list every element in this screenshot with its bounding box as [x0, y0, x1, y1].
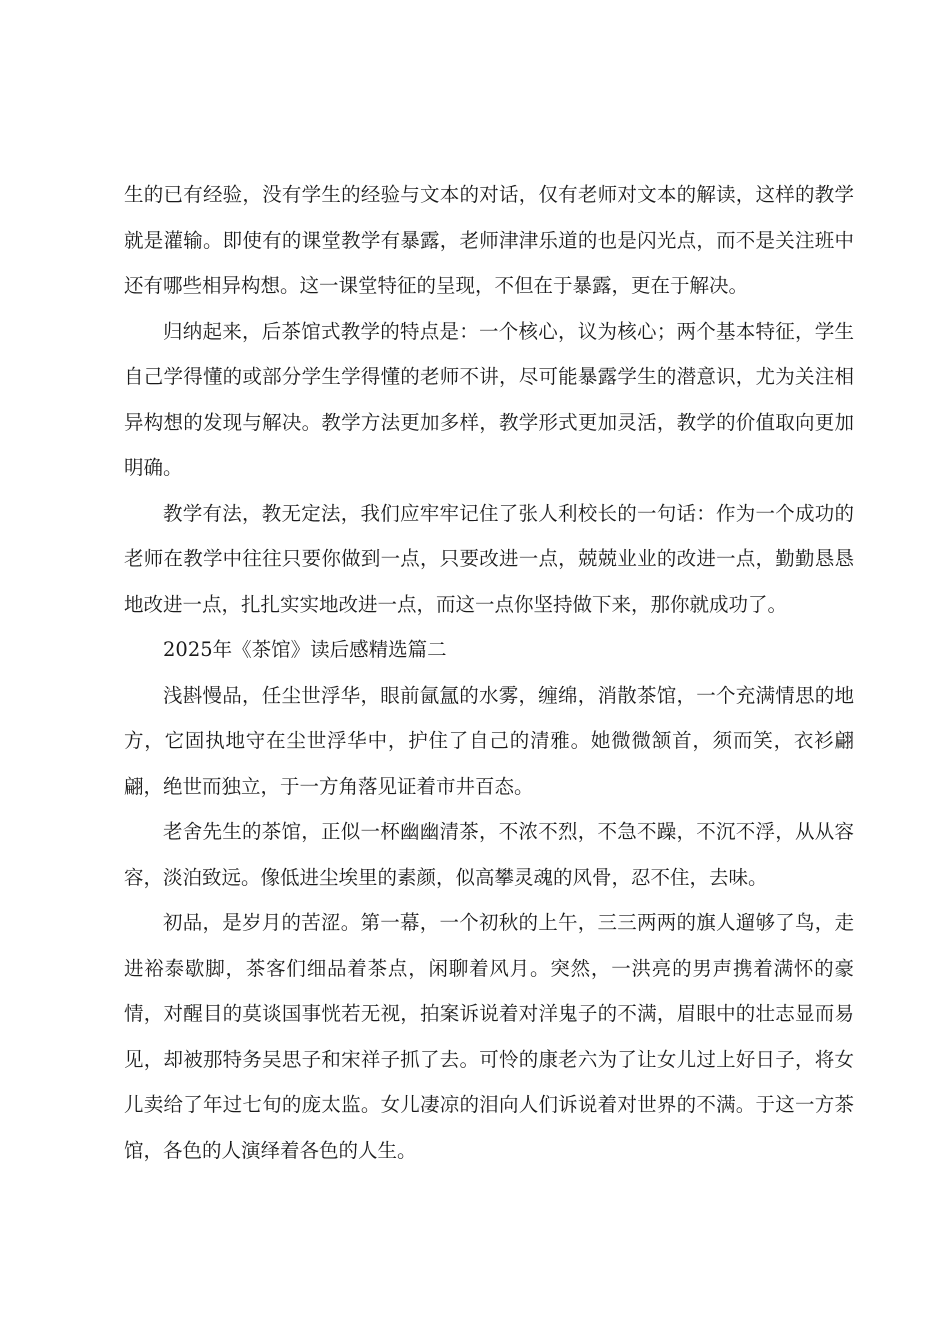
section-heading: 2025年《茶馆》读后感精选篇二	[163, 638, 447, 661]
document-body	[124, 172, 854, 1173]
paragraph-teaching-method: 教学有法，教无定法，我们应牢牢记住了张人利校长的一句话：作为一个成功的老师在教学中往往只要你做到一点，只要改进一点，兢兢业业的改进一点，勤勤恳恳地改进一点，扎扎实实地改进一点，而这一点你坚持做下来，那你就成功了。	[124, 501, 854, 616]
paragraph-continued: 生的已有经验，没有学生的经验与文本的对话，仅有老师对文本的解读，这样的教学就是灌输。即使有的课堂教学有暴露，老师津津乐道的也是闪光点，而不是关注班中还有哪些相异构想。这一课堂特征的呈现，不但在于暴露，更在于解决。	[124, 183, 854, 297]
paragraph-teahouse-intro: 浅斟慢品，任尘世浮华，眼前氤氲的水雾，缠绵，消散茶馆，一个充满情思的地方，它固执地守在尘世浮华中，护住了自己的清雅。她微微颔首，须而笑，衣衫翩翩，绝世而独立，于一方角落见证着市井百态。	[124, 683, 854, 798]
paragraph-summary: 归纳起来，后茶馆式教学的特点是：一个核心，议为核心；两个基本特征，学生自己学得懂的或部分学生学得懂的老师不讲，尽可能暴露学生的潜意识，尤为关注相异构想的发现与解决。教学方法更加多样，教学形式更加灵活，教学的价值取向更加明确。	[124, 319, 854, 479]
paragraph-first-taste: 初品，是岁月的苦涩。第一幕，一个初秋的上午，三三两两的旗人遛够了鸟，走进裕泰歇脚，茶客们细品着茶点，闲聊着风月。突然，一洪亮的男声携着满怀的豪情，对醒目的莫谈国事恍若无视，拍案诉说着对洋鬼子的不满，眉眼中的壮志显而易见，却被那特务吴思子和宋祥子抓了去。可怜的康老六为了让女儿过上好日子，将女儿卖给了年过七旬的庞太监。女儿凄凉的泪向人们诉说着对世界的不满。于这一方茶馆，各色的人演绎着各色的人生。	[124, 911, 854, 1162]
paragraph-laoshe-teahouse: 老舍先生的茶馆，正似一杯幽幽清茶，不浓不烈，不急不躁，不沉不浮，从从容容，淡泊致远。像低进尘埃里的素颜，似高攀灵魂的风骨，忍不住，去味。	[124, 820, 854, 889]
